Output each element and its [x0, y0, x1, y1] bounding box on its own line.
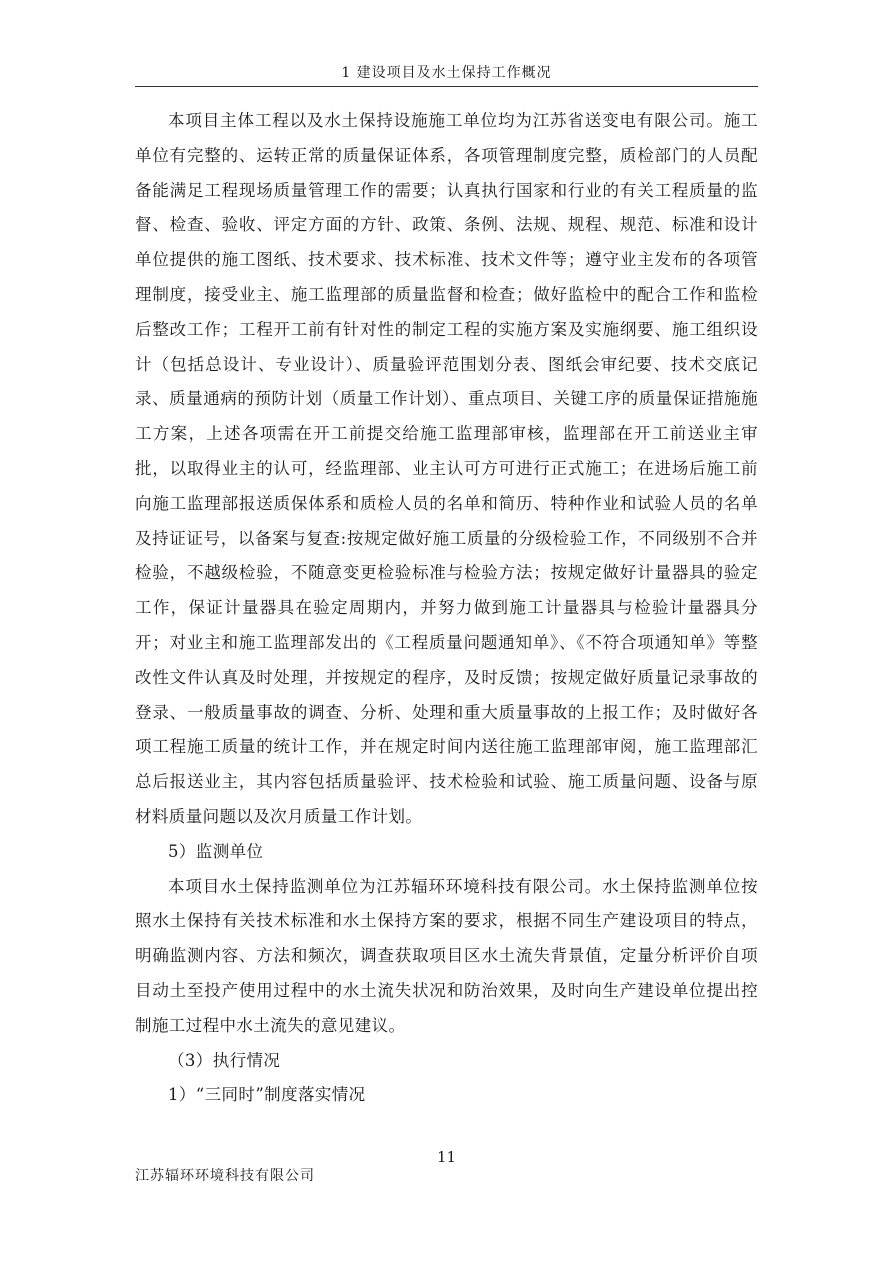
subheading-monitoring-unit: 5）监测单位 — [168, 841, 264, 861]
paragraph-monitoring-unit: 本项目水土保持监测单位为江苏辐环环境科技有限公司。水土保持监测单位按照水土保持有关技术标准和水土保持方案的要求，根据不同生产建设项目的特点，明确监测内容、方法和频次，调查获取项目区水土流失背景值，定量分析评价自项目动土至投产使用过程中的水土流失状况和防治效果，及时向生产建设单位提出控制施工过程中水土流失的意见建议。 — [135, 876, 758, 1035]
subheading-three-simultaneous: 1）“三同时”制度落实情况 — [168, 1085, 366, 1105]
paragraph-construction-unit: 本项目主体工程以及水土保持设施施工单位均为江苏省送变电有限公司。施工单位有完整的、运转正常的质量保证体系，各项管理制度完整，质检部门的人员配备能满足工程现场质量管理工作的需要；认真执行国家和行业的有关工程质量的监督、检查、验收、评定方面的方针、政策、条例、法规、规程、规范、标准和设计单位提供的施工图纸、技术要求、技术标准、技术文件等；遵守业主发布的各项管理制度，接受业主、施工监理部的质量监督和检查；做好监检中的配合工作和监检后整改工作；工程开工前有针对性的制定工程的实施方案及实施纲要、施工组织设计（包括总设计、专业设计）、质量验评范围划分表、图纸会审纪要、技术交底记录、质量通病的预防计划（质量工作计划）、重点项目、关键工序的质量保证措施施工方案，上述各项需在开工前提交给施工监理部审核，监理部在开工前送业主审批，以取得业主的认可，经监理部、业主认可方可进行正式施工；在进场后施工前向施工监理部报送质保体系和质检人员的名单和简历、特种作业和试验人员的名单及持证证号，以备案与复查:按规定做好施工质量的分级检验工作，不同级别不合并检验，不越级检验，不随意变更检验标准与检验方法；按规定做好计量器具的验定工作，保证计量器具在验定周期内，并努力做到施工计量器具与检验计量器具分开；对业主和施工监理部发出的《工程质量问题通知单》、《不符合项通知单》等整改性文件认真及时处理，并按规定的程序，及时反馈；按规定做好质量记录事故的登录、一般质量事故的调查、分析、处理和重大质量事故的上报工作；及时做好各项工程施工质量的统计工作，并在规定时间内送往施工监理部审阅，施工监理部汇总后报送业主，其内容包括质量验评、技术检验和试验、施工质量问题、设备与原材料质量问题以及次月质量工作计划。 — [135, 111, 758, 826]
running-header: 1 建设项目及水土保持工作概况 — [341, 65, 552, 81]
footer-company-name: 江苏辐环环境科技有限公司 — [135, 1168, 315, 1184]
subheading-execution-status: （3）执行情况 — [168, 1050, 281, 1070]
document-body — [135, 104, 758, 1113]
header-divider — [135, 86, 758, 87]
page-number: 11 — [436, 1148, 457, 1166]
